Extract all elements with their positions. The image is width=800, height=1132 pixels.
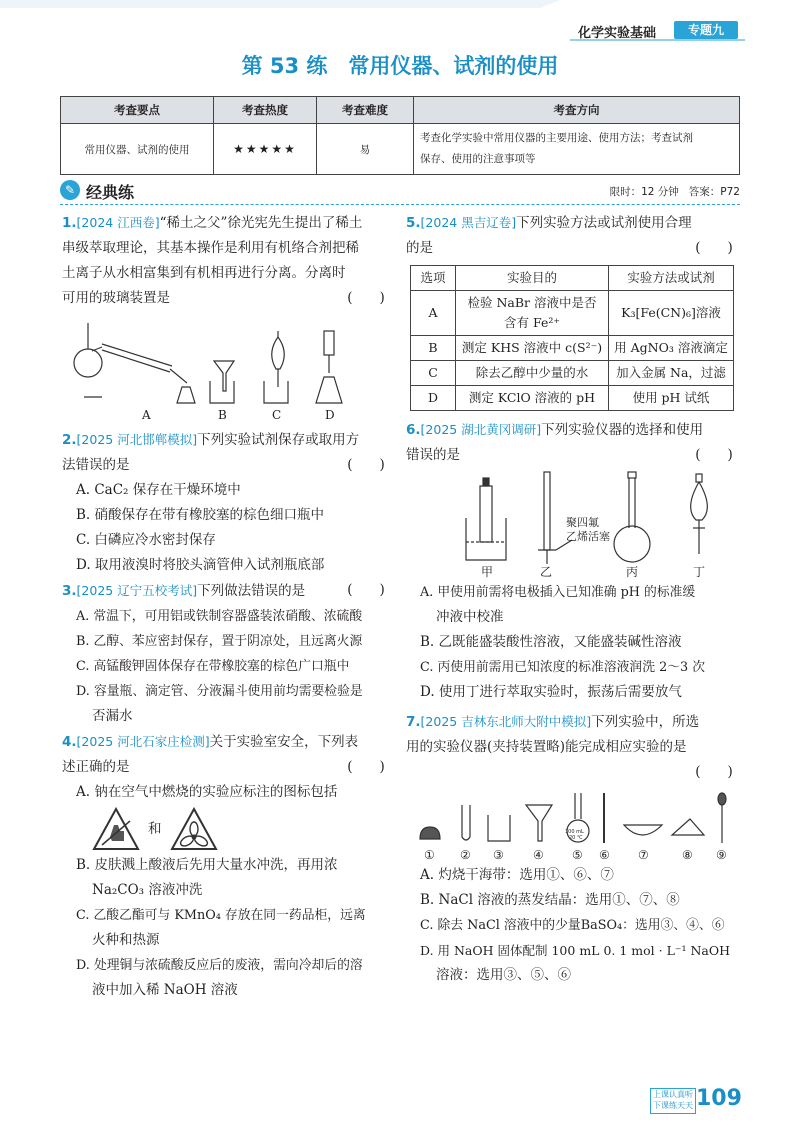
q4-option-d-line2: 液中加入稀 NaOH 溶液	[92, 982, 238, 998]
hand-protection-icon	[92, 807, 140, 851]
table-row	[411, 291, 734, 336]
dropper-icon	[718, 793, 726, 843]
th-difficulty: 考查难度	[317, 97, 414, 124]
q2-answer-paren: ( )	[347, 457, 385, 473]
footer-badge-line1: 上课认真听	[653, 1090, 693, 1099]
q7-source: [2025 吉林东北师大附中模拟]	[420, 714, 592, 729]
q4-option-a: A. 钠在空气中燃烧的实验应标注的图标包括	[76, 784, 338, 800]
q5-row-a-aim	[456, 291, 609, 336]
q5-row-b-option: B	[411, 336, 456, 361]
q4-option-c-line2: 火种和热源	[92, 932, 160, 948]
q1-number: 1.	[62, 215, 77, 231]
q4-line2: 述正确的是	[62, 759, 130, 775]
q1-source: [2024 江西卷]	[76, 215, 160, 230]
q4-option-c-line1: C. 乙酸乙酯可与 KMnO₄ 存放在同一药品柜，远离	[76, 908, 366, 923]
q5-answer-paren: ( )	[695, 240, 733, 256]
exam-table	[60, 96, 740, 175]
q5-table	[410, 265, 734, 411]
q6-ph-electrode	[466, 478, 506, 560]
q7-label-7: ⑦	[638, 848, 649, 862]
q1-funnel-beaker	[210, 361, 234, 403]
td-difficulty: 易	[317, 124, 414, 175]
direction-line2: 保存、使用的注意事项等	[420, 153, 536, 165]
answer-page: 答案：P72	[688, 186, 740, 198]
clay-triangle-icon	[672, 819, 704, 835]
q5-th-method: 实验方法或试剂	[609, 266, 734, 291]
q5-row-b-method: 用 AgNO₃ 溶液滴定	[609, 336, 734, 361]
q6-line2: 错误的是	[406, 447, 460, 463]
q1-label-d: D	[325, 408, 335, 422]
funnel-icon	[526, 805, 552, 841]
direction-line1: 考查化学实验中常用仪器的主要用途、使用方法；考查试剂	[420, 132, 693, 144]
question-4	[62, 729, 394, 1003]
q7-number: 7.	[406, 714, 421, 730]
q7-label-3: ③	[493, 848, 504, 862]
question-7	[406, 709, 742, 988]
th-heat: 考查热度	[214, 97, 317, 124]
q3-option-d-line1: D. 容量瓶、滴定管、分液漏斗使用前均需要检验是	[76, 684, 363, 699]
q5-row-c-option: C	[411, 361, 456, 386]
ventilation-fan-icon	[170, 807, 218, 851]
td-heat: ★★★★★	[214, 124, 317, 175]
question-5	[406, 210, 742, 411]
q6-fig-note-line1: 聚四氟	[566, 516, 599, 529]
q3-number: 3.	[62, 583, 77, 599]
q4-line1: 关于实验室安全，下列表	[209, 734, 359, 750]
q7-option-d-line1: D. 用 NaOH 固体配制 100 mL 0. 1 mol · L⁻¹ NaOH	[420, 943, 730, 958]
q2-source: [2025 河北邯郸模拟]	[76, 432, 198, 447]
q4-and-text: 和	[148, 820, 162, 837]
evaporating-dish-icon	[624, 825, 662, 835]
q1-line3: 土离子从水相富集到有机相再进行分离。分离时	[62, 265, 346, 281]
q6-fig-note-line2: 乙烯活塞	[566, 530, 610, 543]
q2-number: 2.	[62, 432, 77, 448]
q5-row-c-method: 加入金属 Na，过滤	[609, 361, 734, 386]
alcohol-lamp-icon	[420, 827, 440, 839]
q7-label-9: ⑨	[716, 848, 727, 862]
q5-row-c-aim: 除去乙醇中少量的水	[456, 361, 609, 386]
q1-line2: 串级萃取理论，其基本操作是利用有机络合剂把稀	[62, 240, 359, 256]
q7-answer-paren: ( )	[695, 764, 733, 780]
q7-label-5: ⑤	[572, 848, 583, 862]
q6-answer-paren: ( )	[695, 447, 733, 463]
q4-answer-paren: ( )	[347, 759, 385, 775]
q1-label-c: C	[272, 408, 282, 422]
q7-option-d-line2: 溶液：选用③、⑤、⑥	[436, 967, 571, 983]
q5-row-d-aim: 测定 KClO 溶液的 pH	[456, 386, 609, 411]
test-tube-icon	[462, 805, 470, 840]
q6-volumetric-flask	[614, 472, 650, 562]
q2-option-b: B. 硝酸保存在带有橡胶塞的棕色细口瓶中	[76, 507, 325, 523]
q3-source: [2025 辽宁五校考试]	[76, 583, 198, 598]
q3-option-c: C. 高锰酸钾固体保存在带橡胶塞的棕色广口瓶中	[76, 659, 350, 674]
q7-option-a: A. 灼烧干海带：选用①、⑥、⑦	[420, 867, 614, 883]
q1-label-b: B	[218, 408, 227, 422]
table-row	[411, 361, 734, 386]
footer-badge-line2: 下课练天天	[653, 1101, 693, 1110]
q6-line1: 下列实验仪器的选择和使用	[541, 422, 704, 438]
q2-line2: 法错误的是	[62, 457, 130, 473]
q5-row-d-method: 使用 pH 试纸	[609, 386, 734, 411]
q3-answer-paren: ( )	[347, 582, 385, 598]
q1-line4: 可用的玻璃装置是	[62, 290, 170, 306]
q7-label-4: ④	[533, 848, 544, 862]
q7-label-2: ②	[460, 848, 471, 862]
q5-row-b-aim: 测定 KHS 溶液中 c(S²⁻)	[456, 336, 609, 361]
q5-row-d-option: D	[411, 386, 456, 411]
q6-label-bing: 丙	[626, 565, 639, 579]
header-tag: 专题九	[674, 21, 738, 39]
q3-option-b: B. 乙醇、苯应密封保存，置于阴凉处，且远离火源	[76, 634, 363, 649]
q5-line2: 的是	[406, 240, 433, 256]
q6-option-b: B. 乙既能盛装酸性溶液，又能盛装碱性溶液	[420, 634, 682, 650]
q5-row-a-option: A	[411, 291, 456, 336]
page-title: 第 53 练 常用仪器、试剂的使用	[241, 54, 559, 78]
left-column	[62, 210, 394, 1003]
td-point: 常用仪器、试剂的使用	[61, 124, 214, 175]
q2-line1: 下列实验试剂保存或取用方	[197, 432, 360, 448]
q1-answer-paren: ( )	[347, 290, 385, 306]
beaker-icon	[488, 815, 510, 841]
q1-line1: “稀土之父”徐光宪先生提出了稀土	[159, 215, 363, 231]
q6-source: [2025 湖北黄冈调研]	[420, 422, 542, 437]
q1-label-a: A	[142, 408, 151, 422]
q7-option-c: C. 除去 NaCl 溶液中的少量BaSO₄：选用③、④、⑥	[420, 918, 725, 933]
q6-label-jia: 甲	[481, 565, 494, 579]
q6-option-a-line1: A. 甲使用前需将电极插入已知准确 pH 的标准缓	[420, 585, 696, 600]
q7-flask-note-line2: 20 ℃	[569, 835, 583, 841]
right-column	[406, 210, 742, 988]
q6-apparatus-figure	[406, 468, 736, 580]
q6-option-a-line2: 冲液中校准	[436, 609, 504, 625]
q7-option-b: B. NaCl 溶液的蒸发结晶：选用①、⑦、⑧	[420, 892, 680, 908]
q7-flask-note-line1: 100 mL	[565, 829, 584, 835]
q7-label-6: ⑥	[599, 848, 610, 862]
q1-separatory-funnel	[264, 331, 288, 403]
question-6	[406, 417, 742, 705]
q5-row-a-method: K₃[Fe(CN)₆]溶液	[609, 291, 734, 336]
q4-option-b-line2: Na₂CO₃ 溶液冲洗	[92, 882, 203, 898]
question-3	[62, 578, 394, 729]
page-number: 109	[696, 1086, 742, 1111]
q7-line1: 下列实验中，所选	[591, 714, 700, 730]
q2-option-a: A. CaC₂ 保存在干燥环境中	[76, 482, 241, 498]
q3-option-d-line2: 否漏水	[92, 708, 133, 724]
section-divider	[60, 204, 740, 205]
section-title: 经典练	[86, 183, 135, 202]
q4-option-b-line1: B. 皮肤溅上酸液后先用大量水冲洗，再用浓	[76, 857, 338, 873]
q4-option-d-line1: D. 处理铜与浓硫酸反应后的废液，需向冷却后的溶	[76, 958, 363, 973]
table-row	[411, 336, 734, 361]
q6-option-d: D. 使用丁进行萃取实验时，振荡后需要放气	[420, 684, 682, 700]
q5-th-aim: 实验目的	[456, 266, 609, 291]
q6-separatory-funnel	[691, 474, 708, 554]
q4-number: 4.	[62, 734, 77, 750]
time-limit: 限时：12 分钟	[609, 186, 679, 198]
q3-line1: 下列做法错误的是	[197, 583, 306, 599]
section-header	[60, 180, 740, 202]
q5-number: 5.	[406, 215, 421, 231]
q7-apparatus-figure	[406, 785, 736, 863]
q2-option-c: C. 白磷应冷水密封保存	[76, 532, 216, 548]
q7-label-1: ①	[424, 848, 435, 862]
q7-line2: 用的实验仪器(夹持装置略)能完成相应实验的是	[406, 739, 687, 755]
q5-row-a-aim-line2: 含有 Fe²⁺	[504, 315, 560, 330]
header-subject: 化学实验基础	[578, 26, 657, 41]
q6-label-ding: 丁	[693, 565, 706, 579]
question-1	[62, 210, 394, 423]
td-direction	[414, 124, 740, 175]
section-info	[610, 184, 740, 199]
q5-row-a-aim-line1: 检验 NaBr 溶液中是否	[467, 295, 597, 310]
q6-number: 6.	[406, 422, 421, 438]
th-point: 考查要点	[61, 97, 214, 124]
th-direction: 考查方向	[414, 97, 740, 124]
footer-badge	[650, 1088, 696, 1114]
q6-label-yi: 乙	[540, 565, 553, 579]
q2-option-d: D. 取用液溴时将胶头滴管伸入试剂瓶底部	[76, 557, 325, 573]
section-badge-icon: ✎	[60, 180, 80, 200]
q4-source: [2025 河北石家庄检测]	[76, 734, 210, 749]
q1-distillation-apparatus	[74, 323, 195, 403]
q5-source: [2024 黑吉辽卷]	[420, 215, 517, 230]
q6-option-c: C. 丙使用前需用已知浓度的标准溶液润洗 2～3 次	[420, 660, 706, 675]
table-row	[411, 386, 734, 411]
q5-th-option: 选项	[411, 266, 456, 291]
q1-apparatus-figure	[62, 311, 382, 423]
question-2	[62, 427, 394, 578]
q4-safety-icons	[62, 805, 394, 853]
q7-label-8: ⑧	[682, 848, 693, 862]
q3-option-a: A. 常温下，可用铝或铁制容器盛装浓硝酸、浓硫酸	[76, 609, 363, 624]
q1-dropping-funnel	[316, 331, 342, 403]
q5-line1: 下列实验方法或试剂使用合理	[516, 215, 692, 231]
